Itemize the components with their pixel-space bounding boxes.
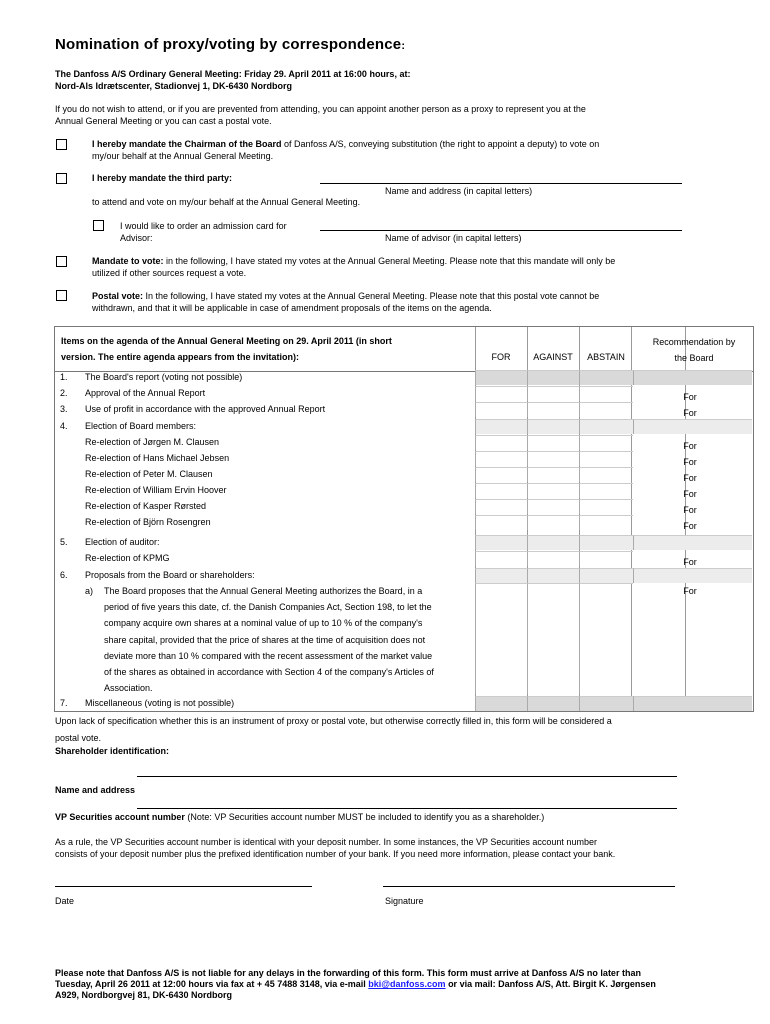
advisor-name-line[interactable] — [320, 230, 682, 231]
vote-abstain-cell[interactable] — [579, 515, 633, 530]
agenda-item-text: Re-election of Hans Michael Jebsen — [85, 453, 230, 463]
vote-abstain-cell — [579, 696, 633, 711]
agenda-item-number: 2. — [60, 388, 68, 398]
proposal-line: The Board proposes that the Annual General Meeting authorizes the Board, in a — [104, 586, 423, 596]
footer-line-1: Please note that Danfoss A/S is not liable for any delays in the forwarding of this form. This form must arrive at Danfoss A/S no later than — [55, 968, 641, 978]
postal-vote-line-2: withdrawn, and that it will be applicable in case of amendment proposals of the items on the agenda. — [92, 303, 492, 313]
third-party-line-2: to attend and vote on my/our behalf at the Annual General Meeting. — [92, 197, 361, 207]
vote-against-cell[interactable] — [527, 551, 579, 566]
third-party-checkbox[interactable] — [56, 173, 67, 184]
vote-for-cell[interactable] — [475, 515, 527, 530]
proposal-label: a) — [85, 586, 94, 596]
agenda-item-text: Election of auditor: — [85, 537, 160, 547]
option-third-party-label: I hereby mandate the third party: — [92, 173, 233, 183]
shareholder-identification: Shareholder identification: — [55, 746, 170, 756]
col-against: AGAINST — [533, 352, 573, 362]
date-label: Date — [55, 896, 75, 906]
agenda-header-line-1: Items on the agenda of the Annual General Meeting on 29. April 2011 (in short — [61, 336, 392, 346]
vote-abstain-cell — [579, 568, 633, 583]
col-recommendation: Recommendation by — [652, 337, 736, 347]
vote-for-cell[interactable] — [475, 483, 527, 498]
third-party-name-line[interactable] — [320, 183, 682, 184]
vote-abstain-cell[interactable] — [579, 402, 633, 417]
vote-against-cell[interactable] — [527, 515, 579, 530]
proposal-line: period of five years this date, cf. the Danish Companies Act, Section 198, to let the — [104, 602, 432, 613]
chairman-checkbox[interactable] — [56, 139, 67, 150]
vote-against-cell — [527, 696, 579, 711]
proposal-vote-against-cell[interactable] — [527, 583, 579, 694]
vote-for-cell — [475, 696, 527, 711]
vp-account-label: VP Securities account number (Note: VP Securities account number MUST be included to identify you as a shareholder.) — [55, 812, 545, 822]
vote-abstain-cell — [579, 370, 633, 385]
vote-for-cell[interactable] — [475, 435, 527, 450]
board-recommendation: For — [683, 408, 697, 418]
agenda-item-text: Miscellaneous (voting is not possible) — [85, 698, 235, 708]
agenda-item-number: 6. — [60, 570, 68, 580]
board-recommendation: For — [683, 473, 697, 483]
intro-line-2: Annual General Meeting or you can cast a postal vote. — [55, 116, 272, 126]
recommendation-cell — [633, 696, 752, 711]
board-recommendation: For — [683, 489, 697, 499]
signature-line[interactable] — [383, 886, 675, 887]
vote-against-cell — [527, 535, 579, 550]
footer-line-3: A929, Nordborgvej 81, DK-6430 Nordborg — [55, 990, 233, 1000]
name-address-line[interactable] — [137, 776, 677, 777]
proposal-line: deviate more than 10 % compared with the recent assessment of the market value — [104, 650, 433, 661]
postal-vote-text: Postal vote: In the following, I have stated my votes at the Annual General Meeting. Please note that this postal vote cannot be — [92, 291, 600, 301]
board-recommendation: For — [683, 457, 697, 467]
vote-abstain-cell — [579, 419, 633, 434]
spec-line-2: postal vote. — [55, 733, 102, 743]
vote-abstain-cell — [579, 535, 633, 550]
proposal-line: Association. — [104, 683, 153, 694]
vote-against-cell[interactable] — [527, 467, 579, 482]
proposal-line: share capital, provided that the price of shares at the time of acquisition does not — [104, 634, 426, 645]
vote-for-cell — [475, 568, 527, 583]
agenda-item-text: Approval of the Annual Report — [85, 388, 206, 398]
board-recommendation: For — [683, 392, 697, 402]
vote-abstain-cell[interactable] — [579, 467, 633, 482]
footer-email-link[interactable]: bki@danfoss.com — [368, 979, 446, 989]
agenda-item-number: 3. — [60, 404, 68, 414]
recommendation-cell — [633, 419, 752, 434]
advisor-label: Advisor: — [120, 233, 153, 243]
vote-against-cell[interactable] — [527, 402, 579, 417]
agenda-item-text: Re-election of Jørgen M. Clausen — [85, 437, 220, 447]
agenda-item-text: Proposals from the Board or shareholders: — [85, 570, 255, 580]
col-for: FOR — [491, 352, 511, 362]
vote-against-cell[interactable] — [527, 499, 579, 514]
intro-line-1: If you do not wish to attend, or if you are prevented from attending, you can appoint another person as a proxy to represent you at the — [55, 104, 586, 114]
agenda-item-number: 1. — [60, 372, 68, 382]
board-recommendation: For — [683, 521, 697, 531]
agenda-item-text: Re-election of Kasper Rørsted — [85, 501, 207, 511]
board-recommendation: For — [683, 557, 697, 567]
vote-for-cell[interactable] — [475, 451, 527, 466]
recommendation-cell — [633, 535, 752, 550]
vote-for-cell — [475, 535, 527, 550]
advisor-caption: Name of advisor (in capital letters) — [385, 233, 522, 243]
signature-label: Signature — [385, 896, 424, 906]
proposal-vote-for-cell[interactable] — [475, 583, 527, 694]
vote-abstain-cell[interactable] — [579, 386, 633, 401]
mandate-text: Mandate to vote: in the following, I have stated my votes at the Annual General Meeting. Please note that this mandate will only be — [92, 256, 616, 266]
agenda-item-text: Use of profit in accordance with the approved Annual Report — [85, 404, 326, 414]
third-party-caption: Name and address (in capital letters) — [385, 186, 533, 196]
vote-abstain-cell[interactable] — [579, 451, 633, 466]
vote-against-cell[interactable] — [527, 386, 579, 401]
agenda-item-text: Re-election of Peter M. Clausen — [85, 469, 213, 479]
vote-abstain-cell[interactable] — [579, 499, 633, 514]
spec-line-1: Upon lack of specification whether this is an instrument of proxy or postal vote, but otherwise correctly filled in, this form will be considered a — [55, 716, 612, 726]
vote-for-cell[interactable] — [475, 551, 527, 566]
proposal-recommendation: For — [683, 586, 697, 596]
vote-for-cell — [475, 370, 527, 385]
meeting-line-2: Nord-Als Idrætscenter, Stadionvej 1, DK-6430 Nordborg — [55, 81, 293, 91]
mandate-checkbox[interactable] — [56, 256, 67, 267]
vp-account-line[interactable] — [137, 808, 677, 809]
rule-line-2: consists of your deposit number plus the prefixed identification number of your bank. If you need more information, please contact your bank. — [55, 849, 616, 859]
vote-against-cell[interactable] — [527, 451, 579, 466]
option-chairman-text: I hereby mandate the Chairman of the Board of Danfoss A/S, conveying substitution (the right to appoint a deputy) to vote on — [92, 139, 600, 149]
vote-against-cell[interactable] — [527, 483, 579, 498]
recommendation-cell — [633, 370, 752, 385]
vote-for-cell[interactable] — [475, 499, 527, 514]
vote-for-cell[interactable] — [475, 386, 527, 401]
page-title: Nomination of proxy/voting by correspondence: — [55, 36, 406, 53]
vote-against-cell — [527, 419, 579, 434]
mandate-line-2: utilized if other sources request a vote. — [92, 268, 247, 278]
proposal-line: of the shares as obtained in accordance with Section 4 of the company's Articles of — [104, 667, 434, 677]
vote-abstain-cell[interactable] — [579, 551, 633, 566]
agenda-item-text: The Board's report (voting not possible) — [85, 372, 243, 382]
vote-abstain-cell[interactable] — [579, 483, 633, 498]
agenda-item-number: 4. — [60, 421, 68, 431]
vote-for-cell — [475, 419, 527, 434]
agenda-item-number: 5. — [60, 537, 68, 547]
proposal-line: company acquire own shares at a nominal value of up to 10 % of the company's — [104, 618, 423, 629]
footer-line-2: Tuesday, April 26 2011 at 12:00 hours via fax at + 45 7488 3148, via e-mail bki@danfoss.com or via mail: Danfoss A/S, Att. Birgit K. Jørgensen — [55, 979, 656, 989]
option-chairman-line-2: my/our behalf at the Annual General Meeting. — [92, 151, 274, 161]
proposal-vote-abstain-cell[interactable] — [579, 583, 633, 694]
recommendation-cell — [633, 568, 752, 583]
name-address-label: Name and address — [55, 785, 136, 795]
vote-for-cell[interactable] — [475, 467, 527, 482]
board-recommendation: For — [683, 441, 697, 451]
rule-line-1: As a rule, the VP Securities account number is identical with your deposit number. In some instances, the VP Securities account number — [55, 837, 597, 847]
vote-abstain-cell[interactable] — [579, 435, 633, 450]
agenda-header-line-2: version. The entire agenda appears from the invitation): — [61, 352, 300, 362]
vote-for-cell[interactable] — [475, 402, 527, 417]
col-recommendation-2: the Board — [674, 353, 714, 363]
vote-against-cell[interactable] — [527, 435, 579, 450]
board-recommendation: For — [683, 505, 697, 515]
admission-card-checkbox[interactable] — [93, 220, 104, 231]
postal-vote-checkbox[interactable] — [56, 290, 67, 301]
meeting-line-1: The Danfoss A/S Ordinary General Meeting: Friday 29. April 2011 at 16:00 hours, at: — [55, 69, 411, 79]
col-abstain: ABSTAIN — [587, 352, 625, 362]
vote-against-cell — [527, 568, 579, 583]
admission-card-line-1: I would like to order an admission card for — [120, 221, 287, 231]
vote-against-cell — [527, 370, 579, 385]
date-line[interactable] — [55, 886, 312, 887]
agenda-item-text: Re-election of KPMG — [85, 553, 170, 563]
agenda-item-text: Election of Board members: — [85, 421, 197, 431]
agenda-item-text: Re-election of William Ervin Hoover — [85, 485, 227, 495]
agenda-item-number: 7. — [60, 698, 68, 708]
agenda-item-text: Re-election of Björn Rosengren — [85, 517, 211, 527]
